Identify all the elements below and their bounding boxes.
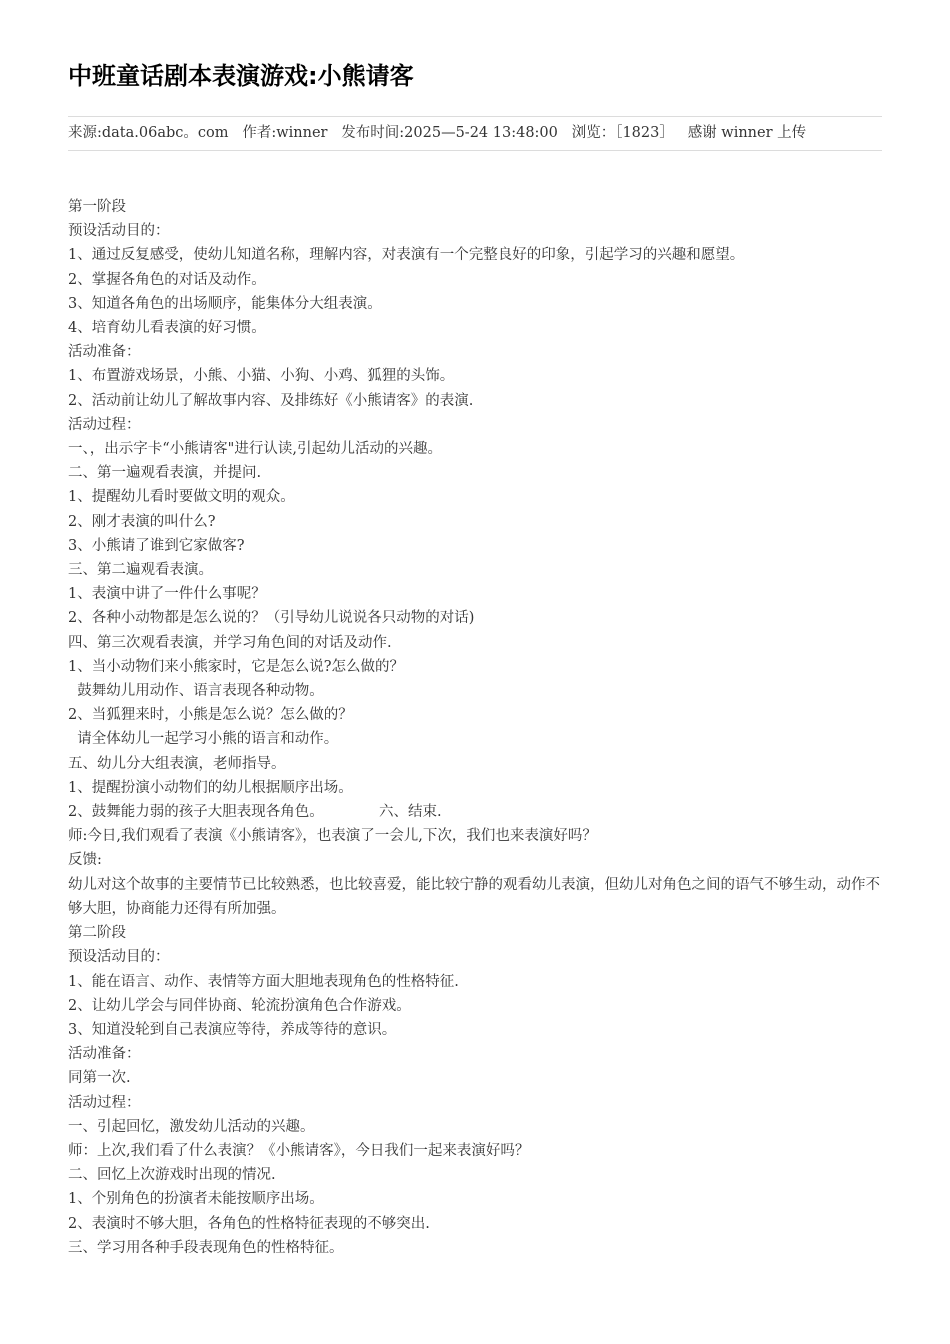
body-line: 预设活动目的：: [68, 949, 170, 966]
body-line: 1、提醒扮演小动物们的幼儿根据顺序出场。: [68, 779, 353, 796]
article-meta-bar: [68, 116, 882, 151]
body-line: 1、表演中讲了一件什么事呢？: [68, 586, 266, 603]
body-line: 四、第三次观看表演，并学习角色间的对话及动作.: [68, 634, 392, 651]
body-line: 1、当小动物们来小熊家时，它是怎么说?怎么做的？: [68, 658, 404, 675]
body-line: 幼儿对这个故事的主要情节已比较熟悉，也比较喜爱，能比较宁静的观看幼儿表演，但幼儿对角色之间的语气不够生动，动作不够大胆，协商能力还得有所加强。: [68, 876, 880, 917]
body-line: 第一阶段: [68, 199, 126, 215]
body-line: 2、鼓舞能力弱的孩子大胆表现各角色。 六、结束.: [68, 804, 442, 821]
body-line: 1、个别角色的扮演者未能按顺序出场。: [68, 1191, 324, 1208]
body-line: 同第一次.: [68, 1070, 131, 1087]
body-line: 请全体幼儿一起学习小熊的语言和动作。: [68, 731, 339, 748]
body-line: 1、能在语言、动作、表情等方面大胆地表现角色的性格特征.: [68, 973, 459, 990]
body-line: 1、布置游戏场景，小熊、小猫、小狗、小鸡、狐狸的头饰。: [68, 368, 455, 385]
body-line: 三、第二遍观看表演。: [68, 562, 213, 579]
body-line: 活动过程：: [68, 1094, 141, 1111]
body-line: 一、，出示字卡“小熊请客"进行认读,引起幼儿活动的兴趣。: [68, 441, 442, 458]
body-line: 2、让幼儿学会与同伴协商、轮流扮演角色合作游戏。: [68, 997, 411, 1014]
body-line: 二、回忆上次游戏时出现的情况.: [68, 1167, 276, 1184]
body-line: 3、小熊请了谁到它家做客?: [68, 537, 245, 554]
body-line: 活动准备：: [68, 1046, 141, 1063]
body-line: 活动准备：: [68, 344, 141, 361]
article-title: 中班童话剧本表演游戏:小熊请客: [68, 62, 414, 90]
body-line: 1、通过反复感受，使幼儿知道名称，理解内容，对表演有一个完整良好的印象，引起学习的兴趣和愿望。: [68, 247, 745, 264]
body-line: 2、表演时不够大胆，各角色的性格特征表现的不够突出.: [68, 1215, 430, 1232]
body-line: 2、活动前让幼儿了解故事内容、及排练好《小熊请客》的表演.: [68, 392, 474, 409]
meta-source: 来源:data.06abc。com: [68, 125, 229, 141]
body-line: 1、提醒幼儿看时要做文明的观众。: [68, 489, 295, 506]
body-line: 3、知道没轮到自己表演应等待，养成等待的意识。: [68, 1021, 397, 1038]
body-line: 鼓舞幼儿用动作、语言表现各种动物。: [68, 683, 324, 700]
meta-views: 浏览：［1823］: [571, 125, 674, 141]
body-line: 3、知道各角色的出场顺序，能集体分大组表演。: [68, 295, 382, 312]
body-line: 一、引起回忆，激发幼儿活动的兴趣。: [68, 1118, 315, 1135]
body-line: 2、各种小动物都是怎么说的？（引导幼儿说说各只动物的对话): [68, 610, 475, 627]
body-line: 师：上次,我们看了什么表演？《小熊请客》，今日我们一起来表演好吗？: [68, 1142, 530, 1159]
body-line: 师:今日,我们观看了表演《小熊请客》，也表演了一会儿,下次，我们也来表演好吗？: [68, 828, 597, 845]
body-line: 4、培育幼儿看表演的好习惯。: [68, 320, 266, 337]
body-line: 2、刚才表演的叫什么?: [68, 513, 216, 530]
meta-published: 发布时间:2025—5-24 13:48:00: [341, 125, 558, 141]
body-line: 二、第一遍观看表演，并提问.: [68, 465, 262, 482]
article-body: [68, 195, 882, 1260]
meta-thanks: 感谢 winner 上传: [687, 125, 807, 141]
meta-author: 作者:winner: [242, 125, 328, 141]
body-line: 三、学习用各种手段表现角色的性格特征。: [68, 1239, 344, 1256]
body-line: 五、幼儿分大组表演，老师指导。: [68, 755, 286, 772]
body-line: 第二阶段: [68, 925, 126, 942]
body-line: 2、掌握各角色的对话及动作。: [68, 271, 266, 288]
body-line: 2、当狐狸来时，小熊是怎么说？怎么做的？: [68, 707, 353, 724]
body-line: 预设活动目的：: [68, 223, 170, 240]
body-line: 活动过程：: [68, 416, 141, 433]
body-line: 反馈:: [68, 852, 102, 869]
